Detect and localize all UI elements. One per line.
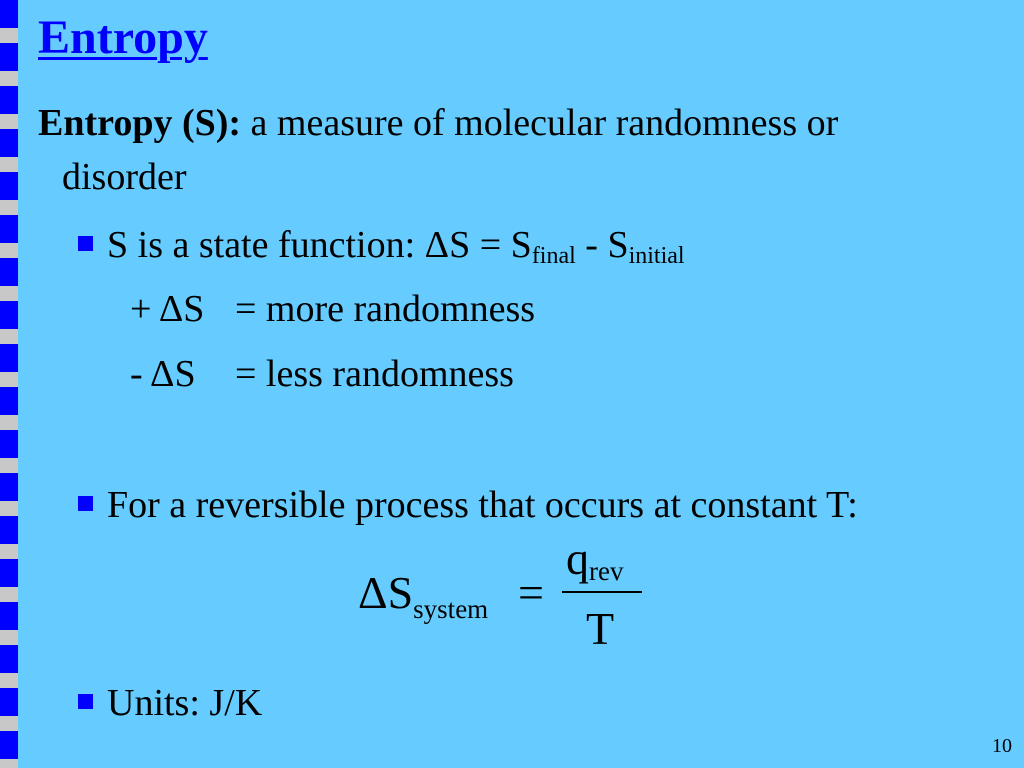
formula-numerator [566, 532, 623, 585]
bullet-units-text: Units: J/K [107, 682, 263, 724]
definition-term: Entropy (S): [38, 102, 242, 144]
entropy-formula [358, 533, 658, 658]
slide-title: Entropy [38, 11, 208, 64]
bullet-state-function-mid: - S [575, 224, 629, 266]
bullet-state-function [78, 224, 685, 269]
formula-denominator: T [586, 603, 615, 654]
square-bullet-icon [78, 236, 93, 251]
formula-lhs [358, 566, 489, 624]
formula-delta-s: ΔS [358, 567, 414, 618]
square-bullet-icon [78, 496, 93, 511]
definition-line-1 [38, 104, 838, 142]
definition-text: a measure of molecular randomness or [241, 102, 839, 144]
formula-equals: = [518, 567, 544, 618]
bullet-reversible [78, 486, 858, 524]
definition-line-2: disorder [62, 156, 187, 198]
sub-final: final [531, 243, 576, 269]
page-number: 10 [992, 735, 1012, 757]
square-bullet-icon [78, 694, 93, 709]
minus-delta-symbol: - ΔS [130, 353, 196, 395]
bullet-state-function-text: S is a state function: ΔS = S [107, 224, 532, 266]
formula-sub-system: system [413, 594, 489, 624]
left-decorative-strip [0, 0, 18, 768]
minus-delta-meaning: = less randomness [235, 353, 514, 395]
formula-q: q [566, 533, 589, 584]
bullet-units [78, 684, 262, 722]
bullet-reversible-text: For a reversible process that occurs at constant T: [107, 484, 858, 526]
formula-fraction-bar [562, 591, 642, 593]
formula-sub-rev: rev [589, 556, 624, 586]
plus-delta-meaning: = more randomness [235, 288, 536, 330]
sub-initial: initial [628, 243, 685, 269]
plus-delta-row [130, 290, 535, 328]
plus-delta-symbol: + ΔS [130, 288, 205, 330]
minus-delta-row [130, 355, 514, 393]
